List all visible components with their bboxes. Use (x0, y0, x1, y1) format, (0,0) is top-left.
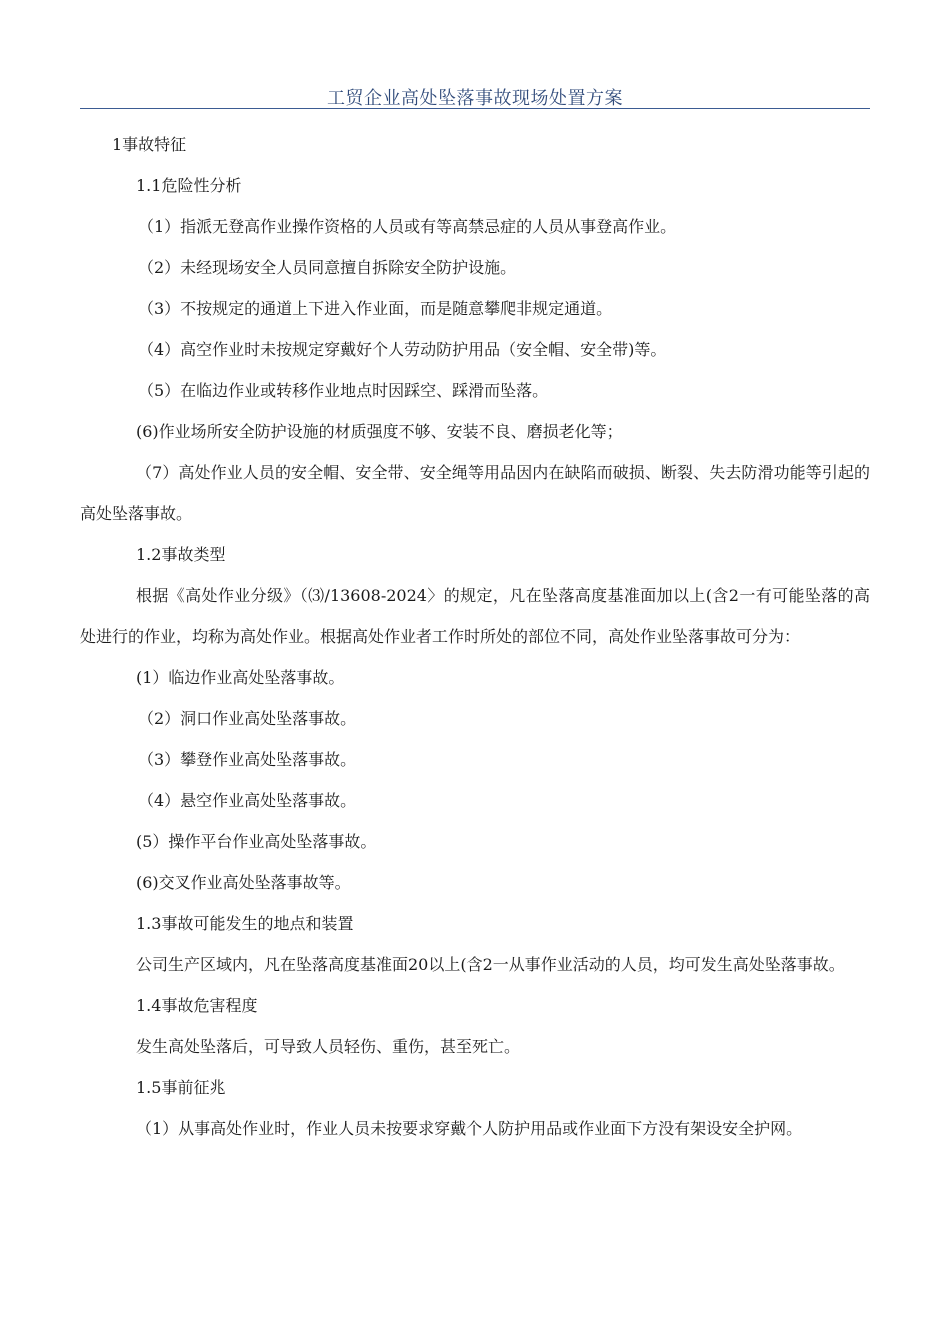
section-heading-1-2: 1.2事故类型 (136, 545, 226, 564)
document-title: 工贸企业高处坠落事故现场处置方案 (327, 88, 623, 109)
list-item: （2）未经现场安全人员同意擅自拆除安全防护设施。 (138, 258, 517, 277)
section-heading-1-4: 1.4事故危害程度 (136, 996, 258, 1015)
list-item: (6)作业场所安全防护设施的材质强度不够、安装不良、磨损老化等； (136, 422, 623, 441)
paragraph: 公司生产区域内，凡在坠落高度基准面20以上(含2一从事作业活动的人员，均可发生高处坠落事故。 (136, 955, 845, 974)
section-heading-1: 1事故特征 (112, 135, 187, 154)
list-item: (1）临边作业高处坠落事故。 (136, 668, 345, 687)
section-heading-1-5: 1.5事前征兆 (136, 1078, 226, 1097)
list-item: （3）不按规定的通道上下进入作业面，而是随意攀爬非规定通道。 (138, 299, 613, 318)
list-item: （2）洞口作业高处坠落事故。 (138, 709, 357, 728)
paragraph: 发生高处坠落后，可导致人员轻伤、重伤，甚至死亡。 (136, 1037, 521, 1056)
list-item: (6)交叉作业高处坠落事故等。 (136, 873, 351, 892)
list-item-wrapped: （1）从事高处作业时，作业人员未按要求穿戴个人防护用品或作业面下方没有架设安全护网。 (136, 1119, 803, 1138)
list-item: （1）指派无登高作业操作资格的人员或有等高禁忌症的人员从事登高作业。 (138, 217, 677, 236)
list-item: （3）攀登作业高处坠落事故。 (138, 750, 357, 769)
paragraph: 根据《高处作业分级》（⑶/13608-2024〉的规定，凡在坠落高度基准面加以上(含2一有可能坠落的高处进行的作业，均称为高处作业。根据高处作业者工作时所处的部位不同，高处作业坠落事故可分为： (80, 586, 870, 646)
section-heading-1-3: 1.3事故可能发生的地点和装置 (136, 914, 354, 933)
list-item: （5）在临边作业或转移作业地点时因踩空、踩滑而坠落。 (138, 381, 549, 400)
document-body (80, 124, 870, 1149)
list-item: （4）高空作业时未按规定穿戴好个人劳动防护用品（安全帽、安全带)等。 (138, 340, 667, 359)
list-item-wrapped: （7）高处作业人员的安全帽、安全带、安全绳等用品因内在缺陷而破损、断裂、失去防滑功能等引起的高处坠落事故。 (80, 463, 870, 523)
list-item: (5）操作平台作业高处坠落事故。 (136, 832, 377, 851)
header-divider (80, 108, 870, 109)
list-item: （4）悬空作业高处坠落事故。 (138, 791, 357, 810)
section-heading-1-1: 1.1危险性分析 (136, 176, 242, 195)
